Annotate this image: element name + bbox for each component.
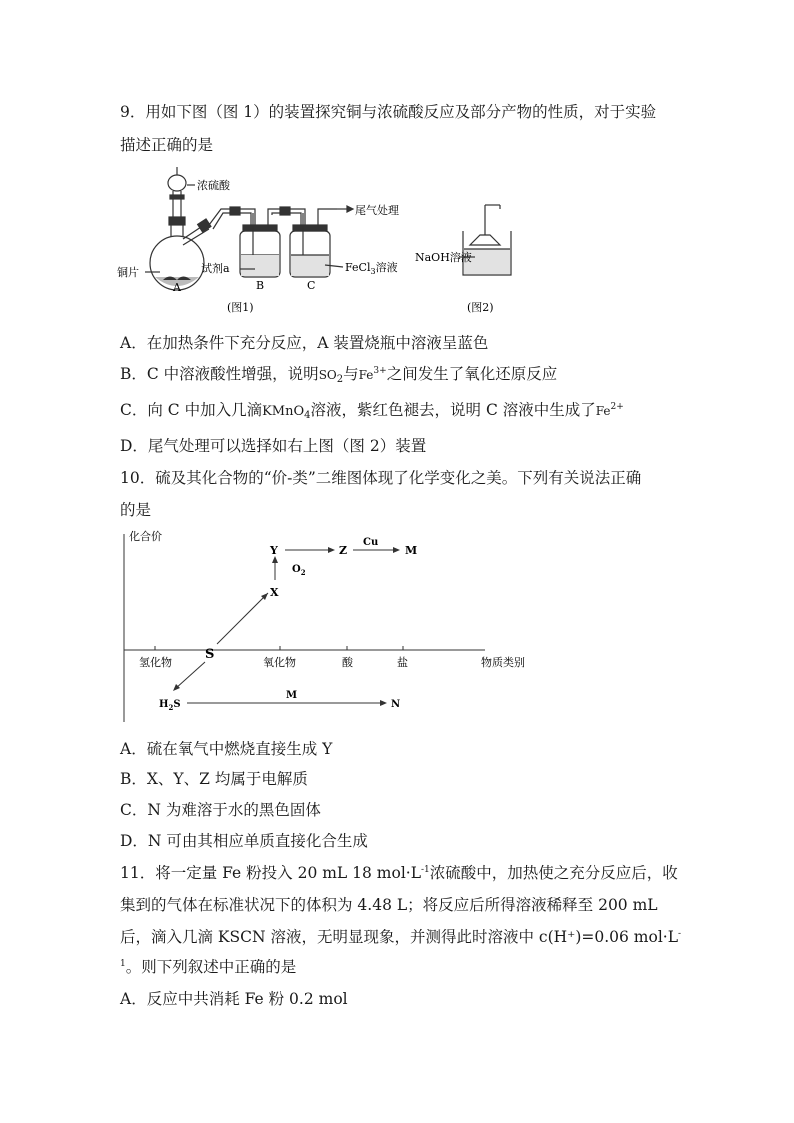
node-m: M: [405, 544, 418, 557]
q11-line4: $^1$。则下列叙述中正确的是: [120, 958, 297, 976]
flask-stopper: [169, 217, 185, 225]
q11-option-a: A．反应中共消耗 Fe 粉 0.2 mol: [120, 990, 348, 1008]
q9-option-d: D．尾气处理可以选择如右上图（图 2）装置: [120, 437, 427, 455]
label-copper: 铜片: [117, 266, 139, 279]
chart-xlabel: 物质类别: [481, 656, 525, 669]
inverted-funnel: [470, 235, 500, 245]
q11-line1: 11．将一定量 Fe 粉投入 20 mL 18 $mol\cdot L^{-1}$浓硫酸中，加热使之充分反应后，收: [120, 864, 678, 882]
reagent-o2: $O_2$: [292, 564, 306, 577]
q9-option-a: A．在加热条件下充分反应，A 装置烧瓶中溶液呈蓝色: [120, 334, 489, 352]
label-tail: 尾气处理: [355, 204, 399, 217]
node-n: N: [391, 699, 401, 710]
chart-ylabel: 化合价: [129, 530, 162, 543]
reagent-cu: Cu: [363, 537, 379, 548]
category-oxide: 氧化物: [263, 656, 296, 669]
arrow-s-to-h2s: [175, 662, 205, 689]
q9-option-c: C．向 C 中加入几滴KMnO$_4$溶液，紫红色褪去，说明 C 溶液中生成了$Fe^{2+}$: [120, 401, 624, 421]
funnel-bulb: [168, 175, 186, 191]
label-fecl3: FeCl$_3$溶液: [345, 261, 398, 276]
label-a: A: [173, 281, 181, 294]
label-reagent: 试剂a: [201, 262, 230, 275]
label-b: B: [256, 279, 265, 292]
arrow-s-to-x: [217, 593, 268, 644]
label-naoh: NaOH溶液: [415, 251, 472, 264]
q9-stem-line2: 描述正确的是: [120, 136, 214, 154]
caption-fig1: (图1): [227, 301, 254, 314]
q9-apparatus-figure: [115, 165, 535, 325]
q10-option-b: B．X、Y、Z 均属于电解质: [120, 770, 308, 788]
node-s: S: [205, 647, 215, 662]
q10-stem-line2: 的是: [120, 501, 152, 519]
node-y: Y: [270, 544, 278, 557]
node-z: Z: [339, 544, 348, 557]
label-c: C: [307, 279, 316, 292]
q10-option-c: C．N 为难溶于水的黑色固体: [120, 801, 321, 819]
q10-option-d: D．N 可由其相应单质直接化合生成: [120, 832, 368, 850]
node-h2s: $H_2S$: [159, 699, 181, 712]
category-salt: 盐: [397, 656, 408, 669]
caption-fig2: (图2): [467, 301, 494, 314]
label-acid: 浓硫酸: [197, 179, 230, 192]
q11-line3: 后，滴入几滴 KSCN 溶液，无明显现象，并测得此时溶液中 c(H⁺)=0.06 mol·L-: [120, 928, 682, 946]
q9-option-b: B．C 中溶液酸性增强，说明$SO_2$与$Fe^{3+}$之间发生了氧化还原反应: [120, 365, 558, 385]
q9-stem-line1: 9．用如下图（图 1）的装置探究铜与浓硫酸反应及部分产物的性质，对于实验: [120, 103, 657, 121]
q10-stem-line1: 10．硫及其化合物的“价-类”二维图体现了化学变化之美。下列有关说法正确: [120, 469, 642, 487]
q10-option-a: A．硫在氧气中燃烧直接生成 Y: [120, 740, 333, 758]
node-x: X: [270, 586, 279, 599]
reagent-m: M: [286, 690, 298, 701]
q10-valence-class-chart: [115, 526, 545, 726]
category-acid: 酸: [342, 656, 353, 669]
category-hydride: 氢化物: [139, 656, 172, 669]
q11-line2: 集到的气体在标准状况下的体积为 4.48 L；将反应后所得溶液稀释至 200 mL: [120, 896, 658, 914]
